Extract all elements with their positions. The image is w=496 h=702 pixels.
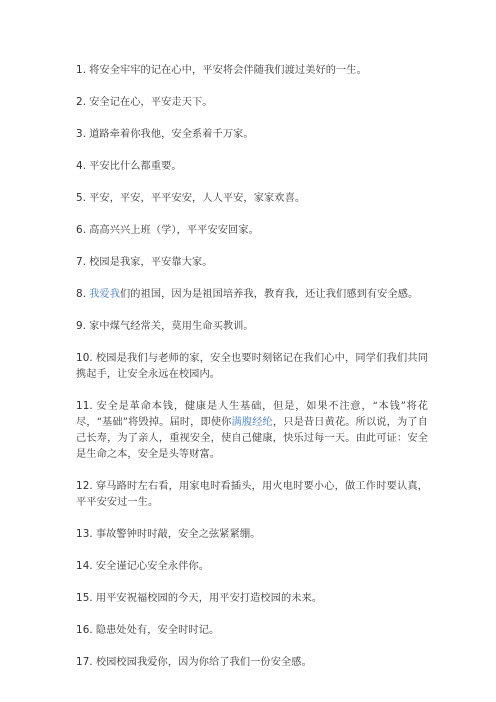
- list-item: [76, 350, 428, 383]
- item-text: 道路牵着你我他，安全系着千万家。: [89, 129, 254, 140]
- item-number: 7.: [76, 256, 87, 268]
- item-number: 10.: [76, 352, 93, 364]
- slogan-list: [76, 62, 428, 686]
- list-item: [76, 222, 428, 239]
- list-item: [76, 558, 428, 575]
- item-number: 12.: [76, 480, 93, 492]
- list-item: [76, 62, 428, 79]
- item-number: 2.: [76, 96, 87, 108]
- item-text: 事故警钟时时敲，安全之弦紧紧绷。: [95, 529, 261, 540]
- item-text: 用平安祝福校园的今天，用平安打造校园的未来。: [95, 593, 323, 604]
- item-number: 5.: [76, 192, 87, 204]
- list-item: [76, 590, 428, 607]
- item-text: 将安全牢牢的记在心中，平安将会伴随我们渡过美好的一生。: [89, 65, 367, 76]
- item-number: 11.: [76, 400, 93, 412]
- keyword-link[interactable]: 满腹经纶: [231, 417, 273, 428]
- item-text: 校园是我们与老师的家，安全也要时刻铭记在我们心中，同学们我们共同携起手，让安全永远在校园内。: [76, 353, 428, 380]
- list-item: [76, 318, 428, 335]
- item-number: 9.: [76, 320, 87, 332]
- list-item: [76, 254, 428, 271]
- item-text-after: ，只是昔日黄花。所以说，为了自己长寿，为了亲人，重视安全，使自己健康，快乐过每一天。由此可证：安全是生命之本，安全是头等财富。: [76, 417, 428, 460]
- item-number: 17.: [76, 656, 93, 668]
- item-text: 平安，平安，平平安安，人人平安，家家欢喜。: [89, 193, 306, 204]
- item-number: 6.: [76, 224, 87, 236]
- item-text: 高高兴兴上班（学），平平安安回家。: [89, 225, 259, 236]
- keyword-link[interactable]: 我爱我: [89, 289, 120, 300]
- list-item: [76, 622, 428, 639]
- item-text: 家中煤气经常关，莫用生命买教训。: [89, 321, 254, 332]
- list-item: [76, 126, 428, 143]
- item-number: 3.: [76, 128, 87, 140]
- list-item: [76, 94, 428, 111]
- item-number: 14.: [76, 560, 93, 572]
- item-number: 13.: [76, 528, 93, 540]
- list-item: [76, 526, 428, 543]
- item-text: 校园校园我爱你，因为你给了我们一份安全感。: [95, 657, 312, 668]
- list-item: [76, 478, 428, 511]
- item-text: 平安比什么都重要。: [89, 161, 182, 172]
- list-item: [76, 190, 428, 207]
- item-text: 安全谨记心安全永伴你。: [95, 561, 209, 572]
- list-item: [76, 158, 428, 175]
- item-number: 8.: [76, 288, 87, 300]
- item-text: 校园是我家，平安靠大家。: [89, 257, 213, 268]
- item-number: 16.: [76, 624, 93, 636]
- item-text: 安全记在心，平安走天下。: [89, 97, 213, 108]
- list-item: [76, 654, 428, 671]
- list-item: [76, 286, 428, 303]
- list-item: [76, 398, 428, 463]
- item-text-after: 们的祖国，因为是祖国培养我，教育我，还让我们感到有安全感。: [120, 289, 419, 300]
- item-text: 隐患处处有，安全时时记。: [95, 625, 220, 636]
- item-number: 15.: [76, 592, 93, 604]
- item-text-before: 安全是革命本钱，健康是人生基础，但是，如果不注意，“本钱”将花尽，“基础”将毁掉。届时，即使你: [76, 401, 428, 428]
- item-text: 穿马路时左右看，用家电时看插头，用火电时要小心，做工作时要认真，平平安安过一生。: [76, 481, 428, 508]
- item-number: 1.: [76, 64, 87, 76]
- item-number: 4.: [76, 160, 87, 172]
